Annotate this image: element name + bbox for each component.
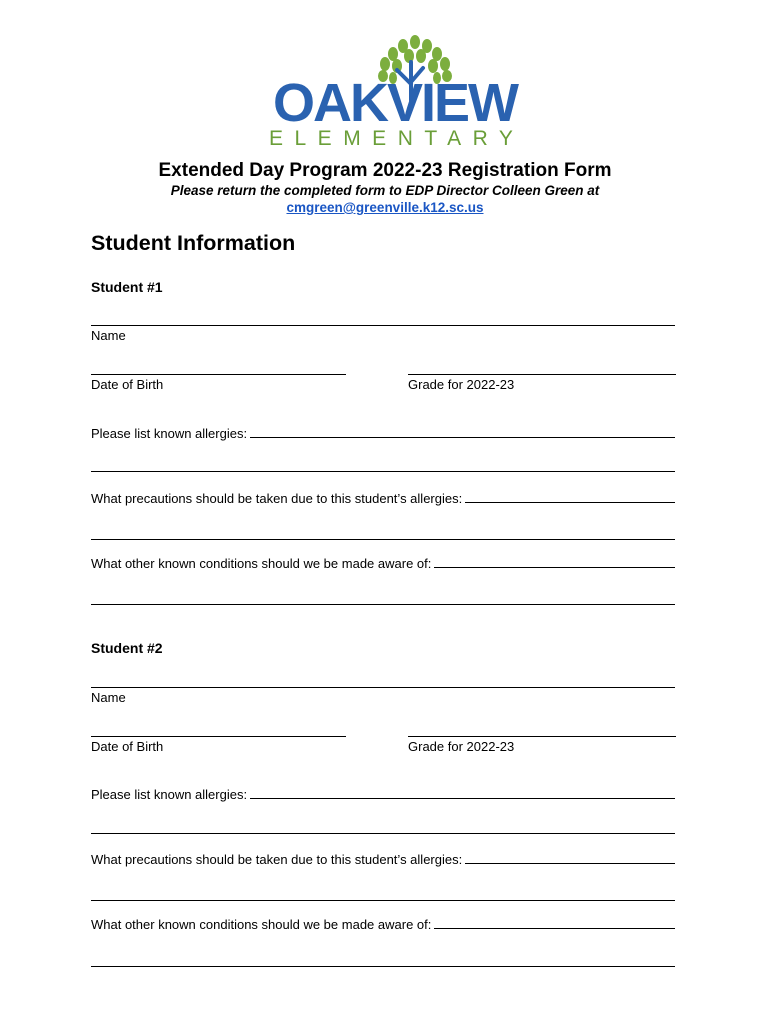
student-2-name-label: Name xyxy=(91,690,126,705)
logo-subtitle: ELEMENTARY xyxy=(269,127,525,150)
student-1-conditions-row xyxy=(91,556,675,571)
student-1-heading: Student #1 xyxy=(91,279,163,295)
school-logo xyxy=(265,32,525,152)
logo-name: OAKVIEW xyxy=(273,73,518,133)
student-2-grade-field[interactable] xyxy=(408,736,676,737)
student-2-heading: Student #2 xyxy=(91,640,163,656)
student-1-allergies-label: Please list known allergies: xyxy=(91,426,248,441)
student-2-conditions-field-2[interactable] xyxy=(91,966,675,967)
student-2-allergies-field[interactable] xyxy=(250,798,675,799)
student-1-precautions-field-2[interactable] xyxy=(91,539,675,540)
form-subtitle: Please return the completed form to EDP Director Colleen Green at xyxy=(170,183,600,198)
student-2-precautions-field-2[interactable] xyxy=(91,900,675,901)
student-1-conditions-field[interactable] xyxy=(434,567,675,568)
student-2-precautions-row xyxy=(91,852,675,867)
student-1-dob-field[interactable] xyxy=(91,374,346,375)
student-1-name-field[interactable] xyxy=(91,325,675,326)
email-link[interactable]: cmgreen@greenville.k12.sc.us xyxy=(286,200,484,215)
student-1-precautions-row xyxy=(91,491,675,506)
student-2-conditions-row xyxy=(91,917,675,932)
student-1-grade-label: Grade for 2022-23 xyxy=(408,377,515,392)
student-1-name-label: Name xyxy=(91,328,126,343)
student-1-dob-label: Date of Birth xyxy=(91,377,164,392)
student-2-conditions-field[interactable] xyxy=(434,928,675,929)
student-1-conditions-label: What other known conditions should we be made aware of: xyxy=(91,556,432,571)
section-title: Student Information xyxy=(91,231,296,255)
student-1-precautions-field[interactable] xyxy=(465,502,675,503)
student-2-dob-label: Date of Birth xyxy=(91,739,164,754)
student-1-allergies-row xyxy=(91,426,675,441)
student-2-grade-label: Grade for 2022-23 xyxy=(408,739,515,754)
student-2-allergies-row xyxy=(91,787,675,802)
student-2-precautions-field[interactable] xyxy=(465,863,675,864)
student-1-allergies-field[interactable] xyxy=(250,437,675,438)
student-1-precautions-label: What precautions should be taken due to this student’s allergies: xyxy=(91,491,463,506)
student-2-dob-field[interactable] xyxy=(91,736,346,737)
student-1-allergies-field-2[interactable] xyxy=(91,471,675,472)
form-title: Extended Day Program 2022-23 Registration Form xyxy=(158,160,612,181)
student-2-allergies-field-2[interactable] xyxy=(91,833,675,834)
student-2-precautions-label: What precautions should be taken due to this student’s allergies: xyxy=(91,852,463,867)
student-2-name-field[interactable] xyxy=(91,687,675,688)
student-1-conditions-field-2[interactable] xyxy=(91,604,675,605)
student-1-grade-field[interactable] xyxy=(408,374,676,375)
student-2-conditions-label: What other known conditions should we be made aware of: xyxy=(91,917,432,932)
student-2-allergies-label: Please list known allergies: xyxy=(91,787,248,802)
